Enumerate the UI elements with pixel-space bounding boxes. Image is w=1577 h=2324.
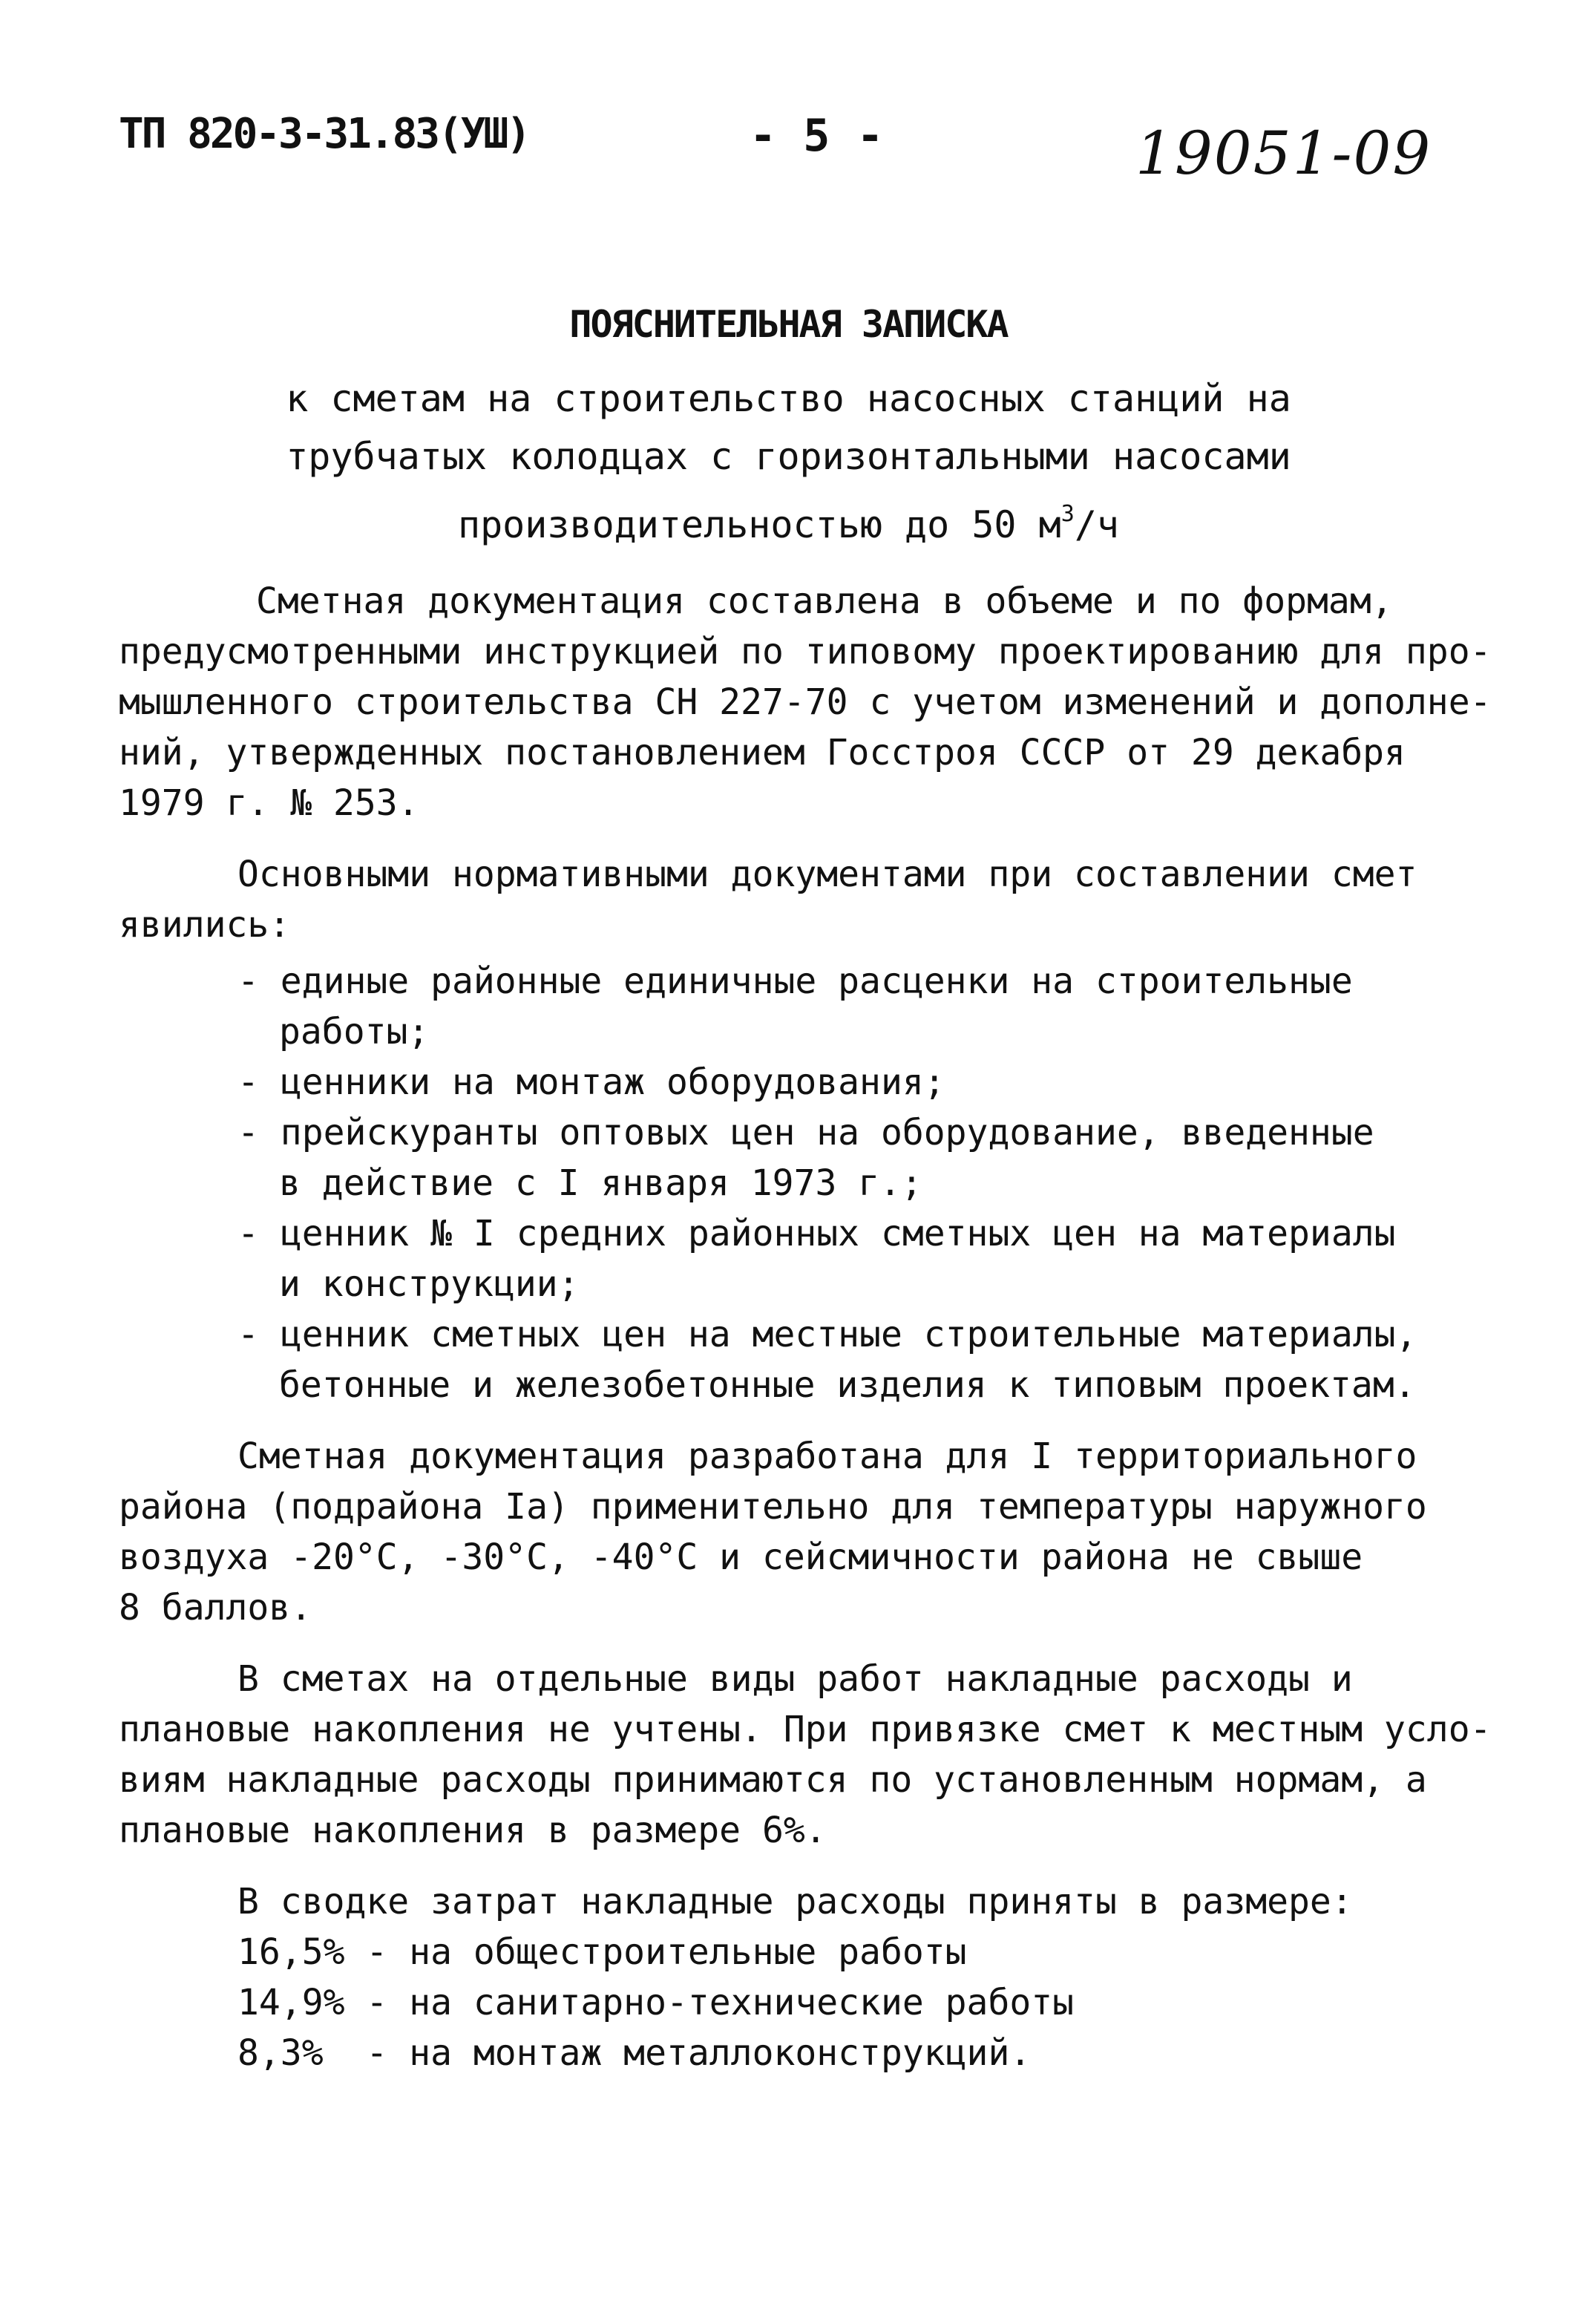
superscript: 3	[1060, 501, 1075, 527]
paragraph-line: Сметная документация разработана для I территориального	[237, 1436, 1417, 1477]
subtitle-text: производительностью до 50 м	[457, 503, 1061, 546]
document-title: ПОЯСНИТЕЛЬНАЯ ЗАПИСКА	[569, 303, 1008, 346]
registration-number: 19051-09	[1135, 119, 1432, 188]
paragraph-line: В сметах на отдельные виды работ накладные расходы и	[237, 1658, 1353, 1700]
list-item: - ценники на монтаж оборудования;	[237, 1061, 945, 1103]
list-item-continuation: бетонные и железобетонные изделия к типовым проектам.	[279, 1364, 1416, 1406]
paragraph-line: Основными нормативными документами при составлении смет	[237, 854, 1417, 895]
paragraph-line: 1979 г. № 253.	[119, 782, 419, 824]
document-code: ТП 820-3-31.83(УШ)	[119, 110, 529, 158]
paragraph-line: 8 баллов.	[119, 1587, 312, 1629]
paragraph-line: виям накладные расходы принимаются по установленным нормам, а	[119, 1759, 1427, 1801]
rate-line: 14,9% - на санитарно-технические работы	[237, 1982, 1075, 2023]
list-item-continuation: работы;	[279, 1011, 430, 1053]
list-item: - ценник № I средних районных сметных цен на материалы	[237, 1213, 1396, 1254]
paragraph-line: мышленного строительства СН 227-70 с учетом изменений и дополне-	[119, 681, 1492, 723]
paragraph-line: Сметная документация составлена в объеме и по формам,	[256, 580, 1393, 622]
paragraph-line: района (подрайона Iа) применительно для температуры наружного	[119, 1486, 1427, 1528]
paragraph-line: явились:	[119, 904, 291, 946]
list-item-continuation: в действие с I января 1973 г.;	[279, 1162, 922, 1204]
list-item: - ценник сметных цен на местные строительные материалы,	[237, 1314, 1417, 1355]
subtitle-line: к сметам на строительство насосных станций на	[286, 377, 1291, 420]
rate-line: 16,5% - на общестроительные работы	[237, 1931, 967, 1973]
subtitle-line	[0, 487, 1577, 545]
paragraph-line: воздуха -20°С, -30°С, -40°С и сейсмичности района не свыше	[119, 1536, 1363, 1578]
list-item: - единые районные единичные расценки на строительные	[237, 960, 1353, 1002]
rate-line: 8,3% - на монтаж металлоконструкций.	[237, 2032, 1032, 2074]
paragraph-line: ний, утвержденных постановлением Госстроя СССР от 29 декабря	[119, 732, 1406, 773]
subtitle-line: трубчатых колодцах с горизонтальными насосами	[286, 435, 1291, 478]
paragraph-line: В сводке затрат накладные расходы приняты в размере:	[237, 1881, 1353, 1922]
document-subtitle	[0, 371, 1577, 545]
list-item: - прейскуранты оптовых цен на оборудование, введенные	[237, 1112, 1374, 1153]
list-item-continuation: и конструкции;	[279, 1263, 580, 1305]
paragraph-line: плановые накопления не учтены. При привязке смет к местным усло-	[119, 1709, 1492, 1750]
paragraph-line: плановые накопления в размере 6%.	[119, 1810, 827, 1851]
subtitle-text: /ч	[1074, 503, 1120, 546]
page-number: - 5 -	[750, 110, 884, 162]
paragraph-line: предусмотренными инструкцией по типовому проектированию для про-	[119, 631, 1492, 672]
